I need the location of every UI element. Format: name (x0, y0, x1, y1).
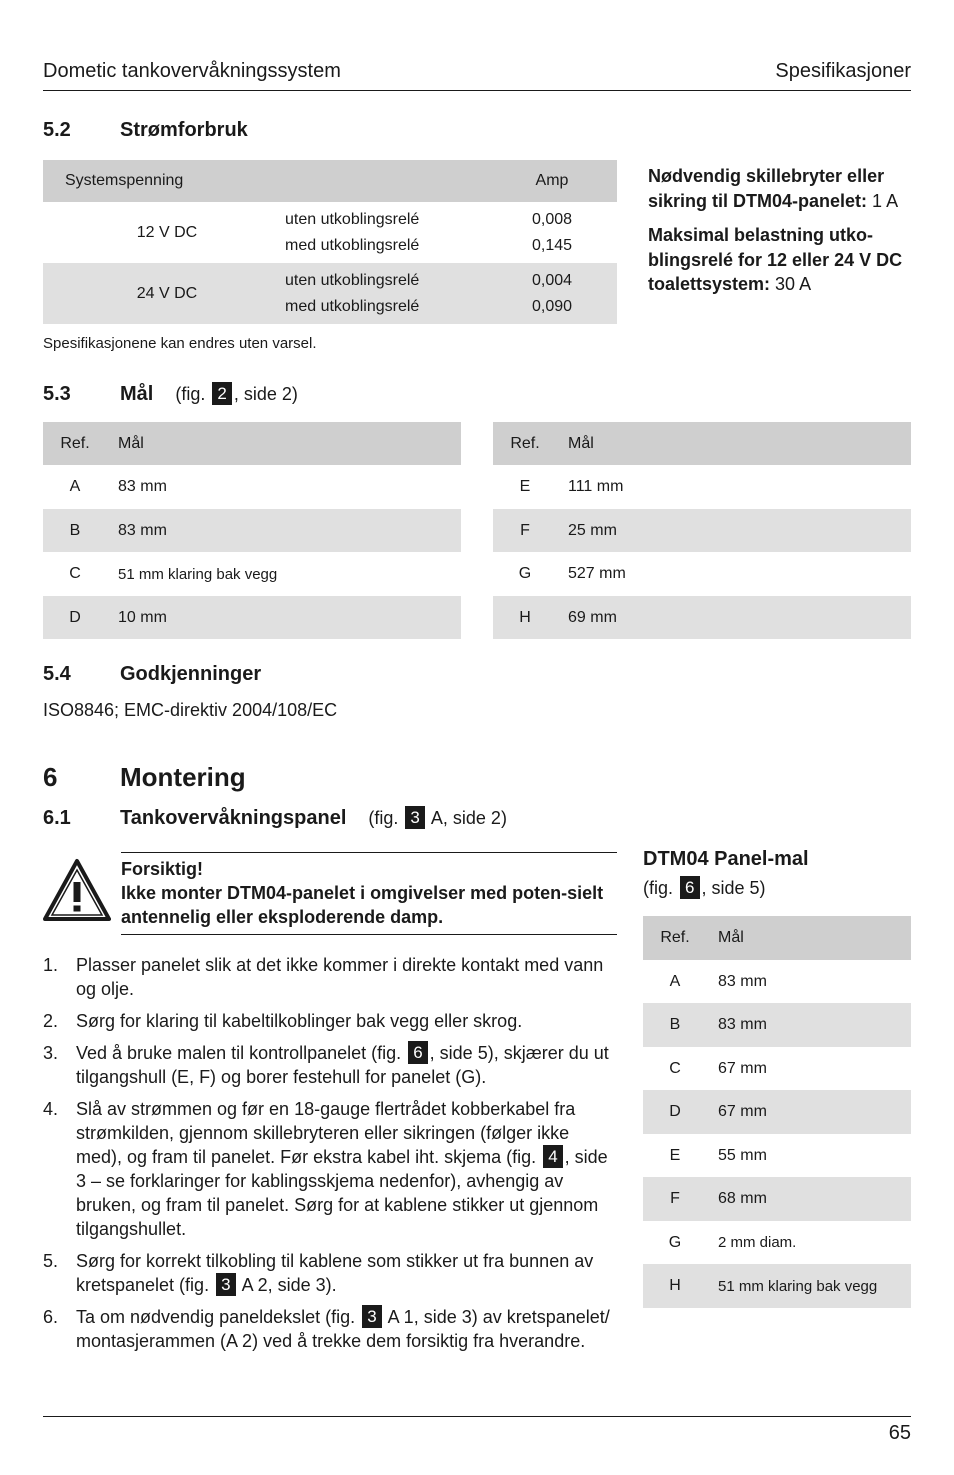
dim-cell: 67 mm (718, 1103, 767, 1120)
ref-cell: C (69, 565, 81, 582)
dim-cell: 83 mm (718, 1016, 767, 1033)
voltage-cell: 24 V DC (136, 284, 198, 302)
relay-label: uten utkoblingsrelé (285, 210, 420, 228)
dimensions-table-right (493, 422, 911, 639)
table-row (43, 509, 461, 552)
col-ref-header: Ref. (510, 434, 540, 452)
dim-cell: 83 mm (718, 972, 767, 990)
table-header-row (493, 422, 911, 465)
running-header-section: Spesifikasjoner (775, 60, 911, 82)
ref-cell: G (668, 1233, 682, 1251)
table-row (43, 202, 617, 263)
table-header-row (43, 160, 617, 202)
panel-template-figref: (fig. 6 , side 5) (643, 878, 766, 898)
dim-cell: 69 mm (568, 608, 617, 626)
warning-box (121, 857, 617, 929)
ref-cell: C (669, 1059, 681, 1077)
dim-cell: 111 mm (568, 478, 624, 495)
ref-cell: D (69, 608, 81, 626)
ref-cell: F (670, 1190, 680, 1207)
table-row (43, 263, 617, 324)
ref-cell: E (669, 1146, 681, 1164)
running-header-title: Dometic tankovervåkningssystem (43, 60, 341, 82)
list-item: 3. Ved å bruke malen til kontrollpanelet (fig. 6 , side 5), skjærer du ut tilgangshull (E, F) og borer festehull for panelet (G). (43, 1043, 609, 1087)
table-row (43, 596, 461, 639)
amp-value: 0,004 (531, 271, 573, 289)
ref-cell: A (669, 972, 681, 990)
ref-cell: F (520, 521, 530, 539)
page-number: 65 (888, 1422, 911, 1444)
ref-cell: D (669, 1103, 681, 1120)
ref-cell: G (518, 565, 532, 582)
table-row (493, 465, 911, 509)
installation-steps (43, 953, 618, 1361)
power-consumption-table (43, 160, 617, 324)
breaker-requirement: Nødvendig skillebryter eller sikring til DTM04-panelet: 1 A (648, 166, 899, 211)
table-header-row (643, 916, 911, 960)
dim-cell: 68 mm (718, 1190, 767, 1207)
section-5-3-heading: 5.3 Mål (fig. 2 , side 2) (43, 383, 298, 405)
relay-label: med utkoblingsrelé (285, 236, 420, 254)
ref-cell: A (69, 478, 81, 495)
table-row (493, 509, 911, 552)
table-row (43, 465, 461, 509)
warning-triangle-icon (43, 858, 111, 927)
voltage-cell: 12 V DC (136, 223, 198, 241)
list-item: 1. Plasser panelet slik at det ikke kommer i direkte kontakt med vann og olje. (43, 955, 604, 999)
col-ref-header: Ref. (60, 434, 90, 452)
figure-number-badge: 3 (362, 1305, 381, 1328)
list-item: 5. Sørg for korrekt tilkobling til kablene som stikker ut fra bunnen av kretspanelet (fig. 3 A 2, side 3). (43, 1251, 594, 1295)
col-voltage-header: Systemspenning (65, 172, 184, 189)
figure-number-badge: 2 (212, 382, 231, 405)
table-row (493, 552, 911, 596)
dim-cell: 527 mm (568, 565, 626, 582)
relay-max-load: Maksimal belastning utko-blingsrelé for 12 eller 24 V DC toalettsystem: 30 A (648, 225, 903, 294)
table-row (643, 1221, 911, 1264)
dim-cell: 2 mm diam. (718, 1234, 797, 1251)
table-row (643, 960, 911, 1003)
warning-text: Ikke monter DTM04-panelet i omgivelser med poten-sielt antennelig eller eksploderende damp. (121, 883, 604, 927)
section-5-2-heading: 5.2 Strømforbruk (43, 119, 248, 141)
dim-cell: 25 mm (568, 521, 617, 539)
panel-template-title: DTM04 Panel-mal (643, 848, 809, 870)
ref-cell: B (669, 1016, 681, 1033)
figure-number-badge: 3 (405, 806, 424, 829)
table-row (643, 1177, 911, 1221)
table-row (643, 1047, 911, 1090)
table-row (643, 1090, 911, 1134)
col-dim-header: Mål (718, 929, 744, 946)
warning-title: Forsiktig! (121, 859, 204, 879)
table-row (493, 596, 911, 639)
ref-cell: E (519, 478, 531, 495)
ref-cell: B (69, 521, 81, 539)
section-5-4-heading: 5.4 Godkjenninger (43, 663, 262, 685)
dim-cell: 10 mm (118, 608, 167, 626)
col-ref-header: Ref. (660, 929, 690, 946)
dim-cell: 55 mm (718, 1146, 767, 1164)
approvals-text: ISO8846; EMC-direktiv 2004/108/EC (43, 700, 338, 720)
dimensions-table-left (43, 422, 461, 639)
figure-number-badge: 6 (680, 876, 699, 899)
dim-cell: 51 mm klaring bak vegg (118, 565, 278, 583)
figure-number-badge: 6 (408, 1041, 427, 1064)
warning-top-rule (121, 852, 617, 853)
table-header-row (43, 422, 461, 465)
list-item: 2. Sørg for klaring til kabeltilkoblinger bak vegg eller skrog. (43, 1011, 523, 1031)
header-rule (43, 90, 911, 91)
figure-number-badge: 4 (543, 1145, 562, 1168)
ref-cell: H (669, 1277, 681, 1294)
section-6-1-heading: 6.1 Tankovervåkningspanel (fig. 3 A, side 2) (43, 807, 507, 829)
dim-cell: 83 mm (118, 478, 167, 495)
chapter-6-heading: 6 Montering (43, 762, 246, 792)
relay-label: med utkoblingsrelé (285, 297, 420, 315)
col-dim-header: Mål (118, 434, 144, 452)
table-row (43, 552, 461, 596)
footer-rule (43, 1416, 911, 1417)
col-dim-header: Mål (568, 434, 594, 452)
dim-cell: 83 mm (118, 521, 167, 539)
table-row (643, 1003, 911, 1047)
relay-label: uten utkoblingsrelé (285, 271, 420, 289)
dim-cell: 67 mm (718, 1059, 767, 1077)
panel-template-table (643, 916, 911, 1308)
amp-value: 0,008 (531, 210, 573, 228)
dim-cell: 51 mm klaring bak vegg (718, 1277, 878, 1295)
warning-bottom-rule (121, 934, 617, 935)
amp-value: 0,090 (531, 297, 573, 315)
ref-cell: H (519, 608, 531, 626)
figure-number-badge: 3 (216, 1273, 235, 1296)
table-row (643, 1264, 911, 1308)
spec-change-note: Spesifikasjonene kan endres uten varsel. (43, 335, 317, 352)
list-item: 6. Ta om nødvendig paneldekslet (fig. 3 A 1, side 3) av kretspanelet/ montasjerammen (A 2) ved å trekke dem forsiktig fra hverandre. (43, 1307, 610, 1351)
list-item: 4. Slå av strømmen og før en 18-gauge flertrådet kobberkabel fra strømkilden, gjennom skillebryteren eller sikringen (følger ikke med), og fram til panelet. Før ekstra kabel iht. skjema (fig. 4 , side 3 – se forklaringer for kablingsskjema nedenfor), avhengig av bruken, og fram til panelet. Sørg for at kablene stikker ut gjennom tilgangshullet. (43, 1099, 608, 1239)
amp-value: 0,145 (531, 236, 573, 254)
col-amp-header: Amp (535, 172, 569, 189)
table-row (643, 1134, 911, 1177)
